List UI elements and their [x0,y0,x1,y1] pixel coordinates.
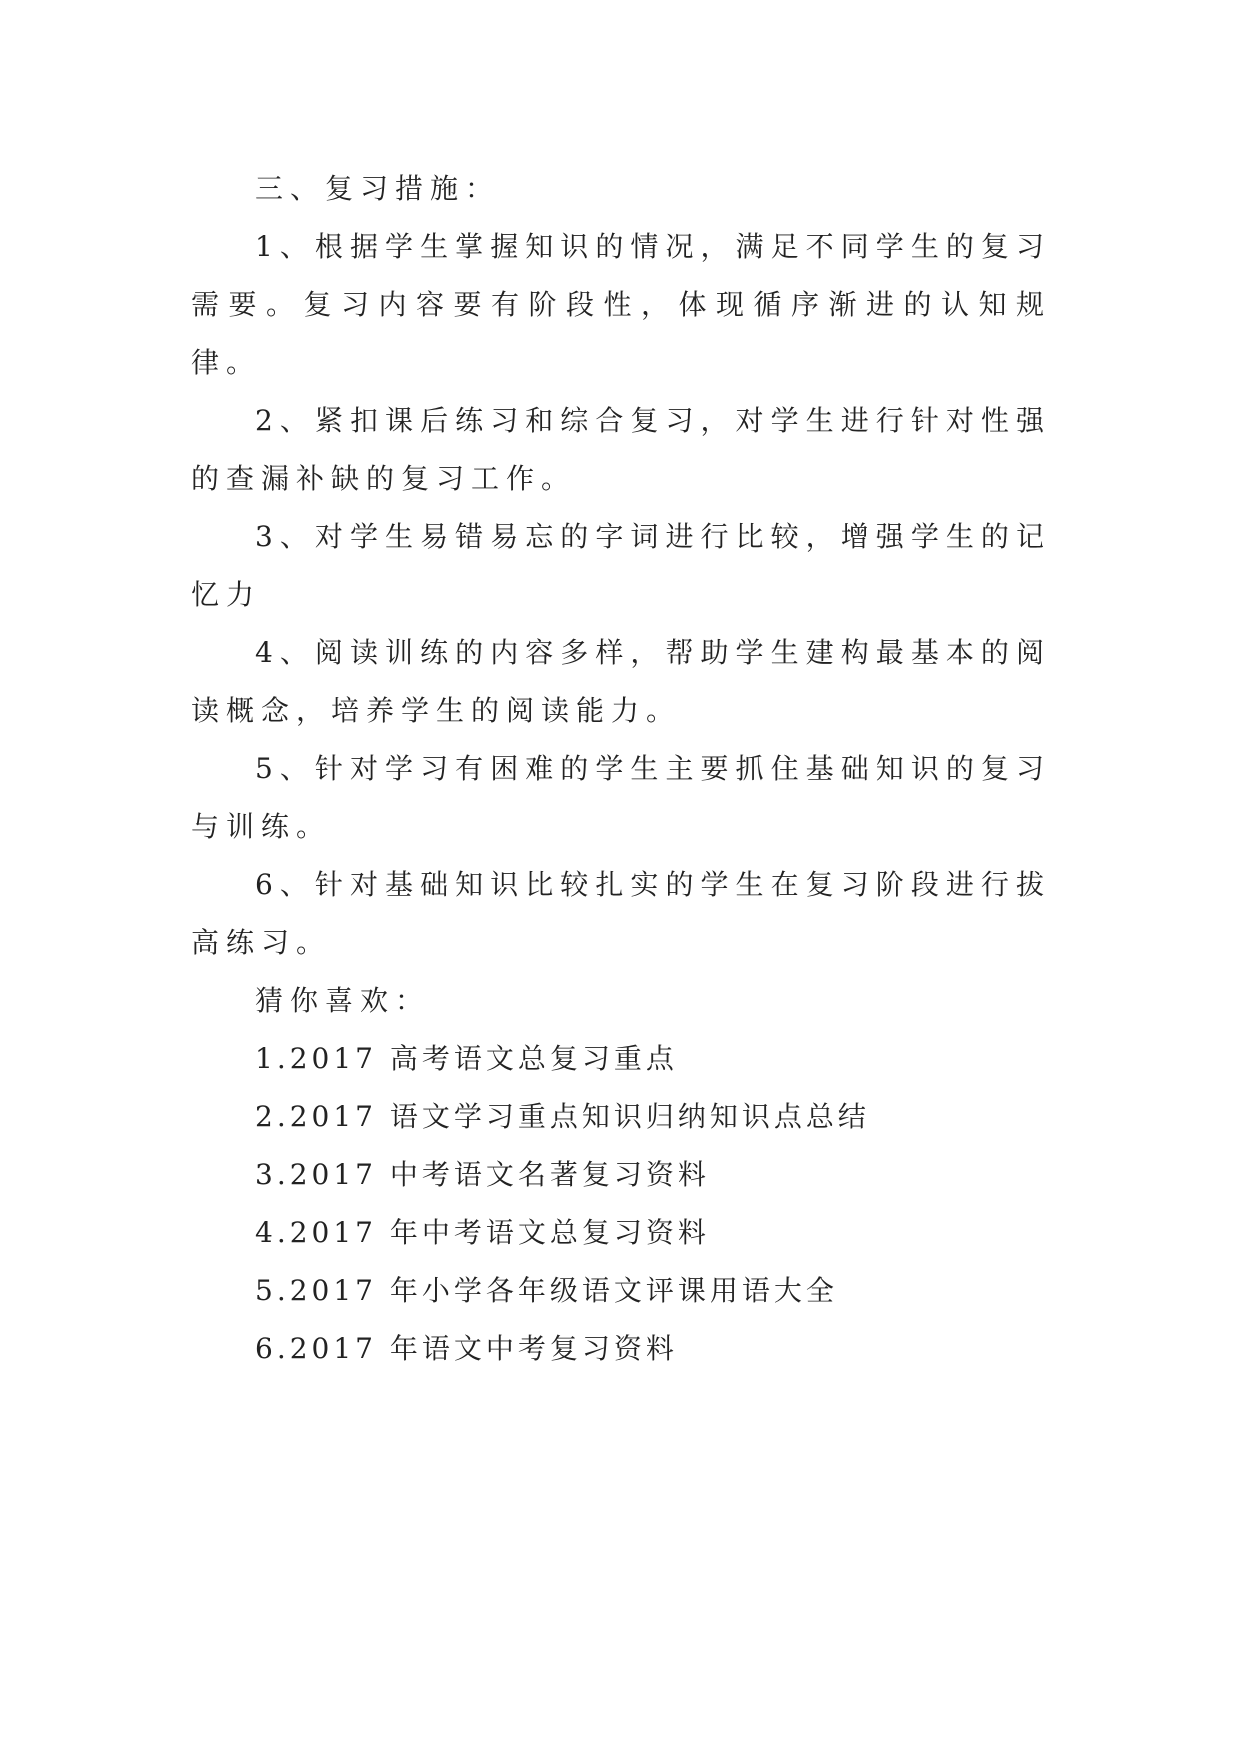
related-link[interactable]: 3.2017 中考语文名著复习资料 [255,1158,710,1191]
related-link[interactable]: 5.2017 年小学各年级语文评课用语大全 [255,1274,838,1307]
measure-paragraph: 4、阅读训练的内容多样，帮助学生建构最基本的阅读概念，培养学生的阅读能力。 [191,636,1051,727]
measure-paragraph: 3、对学生易错易忘的字词进行比较，增强学生的记忆力 [191,520,1051,611]
measure-paragraph: 1、根据学生掌握知识的情况，满足不同学生的复习需要。复习内容要有阶段性，体现循序渐进的认知规律。 [191,230,1051,379]
related-link[interactable]: 6.2017 年语文中考复习资料 [255,1332,678,1365]
section-heading: 三、复习措施： [255,172,501,205]
related-link[interactable]: 2.2017 语文学习重点知识归纳知识点总结 [255,1100,870,1133]
measure-paragraph: 6、针对基础知识比较扎实的学生在复习阶段进行拔高练习。 [191,868,1051,959]
measure-paragraph: 2、紧扣课后练习和综合复习，对学生进行针对性强的查漏补缺的复习工作。 [191,404,1051,495]
related-link[interactable]: 4.2017 年中考语文总复习资料 [255,1216,710,1249]
document-body [191,160,1051,1378]
related-list [191,1030,1051,1378]
related-heading: 猜你喜欢： [255,984,431,1017]
measure-paragraph: 5、针对学习有困难的学生主要抓住基础知识的复习与训练。 [191,752,1051,843]
related-link[interactable]: 1.2017 高考语文总复习重点 [255,1042,678,1075]
